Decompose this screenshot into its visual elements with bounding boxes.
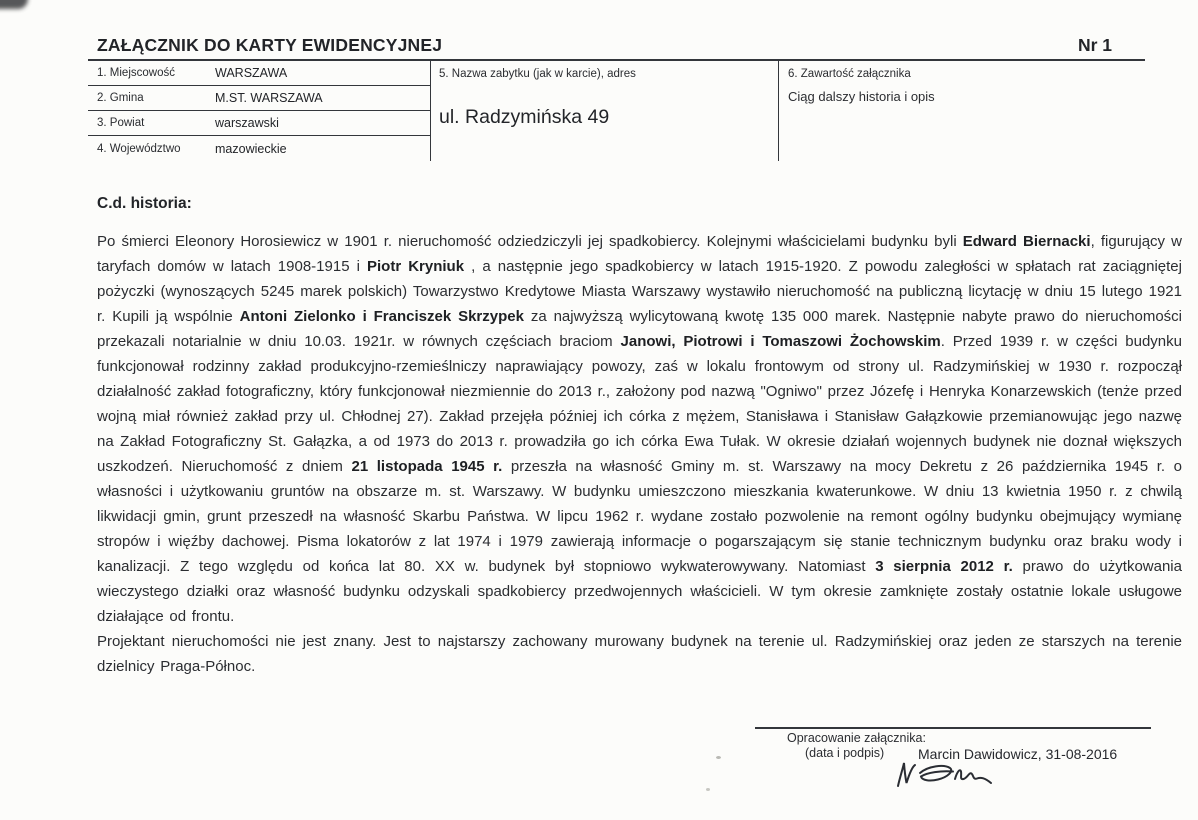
attachment-label: 6. Zawartość załącznika xyxy=(788,68,911,80)
date-signature-label: (data i podpis) xyxy=(805,746,885,760)
monument-column xyxy=(431,61,779,161)
history-text xyxy=(97,229,1182,679)
history-paragraph: Po śmierci Eleonory Horosiewicz w 1901 r. nieruchomość odziedziczyli jej spadkobiercy. Kolejnymi właścicielami budynku byli Edward Biernacki, figurujący w taryfach domów w latach 1908-1915 i Piotr Kryniuk , a następnie jego spadkobiercy w latach 1915-1920. Z powodu zaległości w spłatach rat zaciągniętej pożyczki (wynoszących 5245 marek polskich) Towarzystwo Kredytowe Miasta Warszawy wystawiło nieruchomość na publiczną licytację w dniu 15 lutego 1921 r. Kupili ją wspólnie Antoni Zielonko i Franciszek Skrzypek za najwyższą wylicytowaną kwotę 135 000 marek. Następnie nabyte prawo do nieruchomości przekazali notarialnie w dniu 10.03. 1921r. w równych częściach braciom Janowi, Piotrowi i Tomaszowi Żochowskim. Przed 1939 r. w części budynku funkcjonował rodzinny zakład produkcyjno-rzemieślniczy naprawiający powozy, zaś w lokalu frontowym od strony ul. Radzymińskiej w 1930 r. rozpoczął działalność zakład fotograficzny, który funkcjonował niezmiennie do 2013 r., założony pod nazwą "Ogniwo" przez Józefę i Henryka Konarzewskich (tenże przed wojną miał również zakład przy ul. Chłodnej 27). Zakład przejęła później ich córka z mężem, Stanisława i Stanisław Gałązkowie przemianowując jego nazwę na Zakład Fotograficzny St. Gałązka, a od 1973 do 2013 r. prowadziła go ich córka Ewa Tułak. W okresie działań wojennych budynek nie doznał większych uszkodzeń. Nieruchomość z dniem 21 listopada 1945 r. przeszła na własność Gminy m. st. Warszawy na mocy Dekretu z 26 października 1945 r. o własności i użytkowaniu gruntów na obszarze m. st. Warszawy. W budynku umieszczono mieszkania kwaterunkowe. W dniu 13 kwietnia 1950 r. z chwilą likwidacji gmin, grunt przeszedł na własność Skarbu Państwa. W lipcu 1962 r. wydane zostało pozwolenie na remont ogólny budynku obejmujący wymianę stropów i więźby dachowej. Pisma lokatorów z lat 1974 i 1979 zawierają informacje o pogarszającym się stanie technicznym budynku oraz braku wody i kanalizacji. Z tego względu od końca lat 80. XX w. budynek był stopniowo wykwaterowywany. Natomiast 3 sierpnia 2012 r. prawo do użytkowania wieczystego działki oraz własność budynku odzyskali spadkobiercy przedwojennych właścicieli. W tym okresie zamknięte zostały ostatnie lokale usługowe działające od frontu. xyxy=(97,233,1182,625)
field-label: 3. Powiat xyxy=(97,117,145,129)
attachment-content: Ciąg dalszy historia i opis xyxy=(788,89,935,104)
page-title: ZAŁĄCZNIK DO KARTY EWIDENCYJNEJ xyxy=(97,35,443,55)
field-row-miejscowosc xyxy=(88,61,430,86)
field-value: M.ST. WARSZAWA xyxy=(215,91,323,105)
field-value: WARSZAWA xyxy=(215,66,288,80)
author-and-date: Marcin Dawidowicz, 31-08-2016 xyxy=(918,746,1118,762)
attachment-column xyxy=(779,61,1180,161)
field-label: 2. Gmina xyxy=(97,92,144,104)
handwritten-signature-icon xyxy=(893,756,1001,794)
field-label: 4. Województwo xyxy=(97,142,181,155)
page-number: Nr 1 xyxy=(1078,35,1113,55)
field-row-wojewodztwo xyxy=(88,136,430,161)
monument-label: 5. Nazwa zabytku (jak w karcie), adres xyxy=(439,68,636,80)
field-label: 1. Miejscowość xyxy=(97,67,175,79)
field-row-gmina xyxy=(88,86,430,111)
scan-edge-artifact xyxy=(0,0,28,9)
field-row-powiat xyxy=(88,111,430,136)
field-value: mazowieckie xyxy=(215,141,287,156)
scan-speck xyxy=(716,756,721,759)
prepared-by-label: Opracowanie załącznika: xyxy=(787,731,926,745)
signature-divider xyxy=(755,727,1151,729)
field-value: warszawski xyxy=(215,116,279,130)
location-column xyxy=(88,61,431,161)
scan-speck xyxy=(706,788,710,791)
monument-address: ul. Radzymińska 49 xyxy=(439,106,610,128)
history-heading: C.d. historia: xyxy=(97,195,192,212)
history-paragraph: Projektant nieruchomości nie jest znany. Jest to najstarszy zachowany murowany budynek na terenie ul. Radzymińskiej oraz jeden ze starszych na terenie dzielnicy Praga-Północ. xyxy=(97,633,1182,675)
record-form-table xyxy=(88,61,1180,161)
